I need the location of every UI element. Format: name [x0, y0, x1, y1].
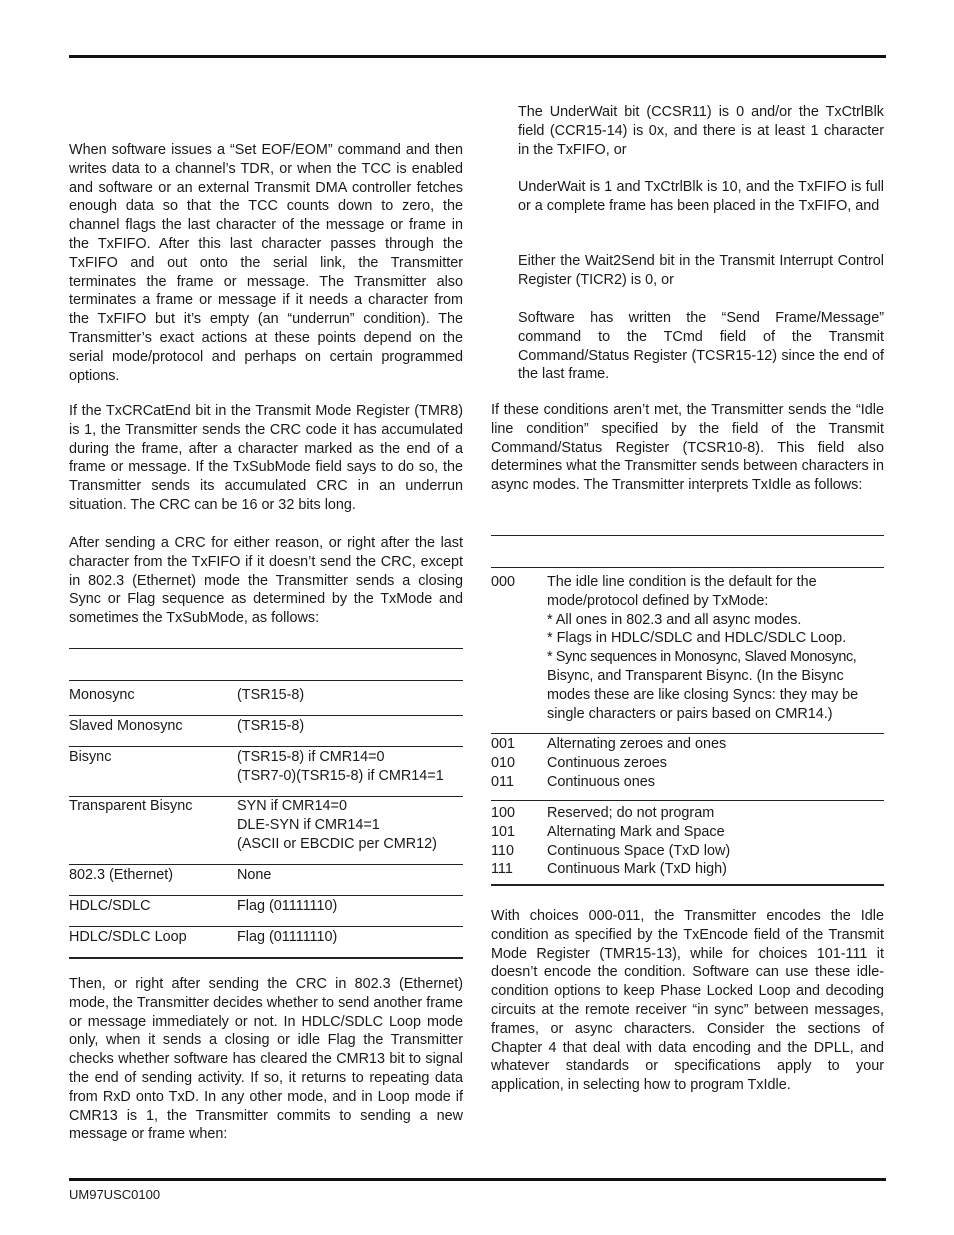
paragraph-idle-line: If these conditions aren’t met, the Transmitter sends the “Idle line condition” specified by the field of the Transmit Command/Status Register (TCSR10-8). This field also determines what the Transmitter sends between characters in async modes. The Transmitter interprets TxIdle as follows: [491, 402, 884, 494]
header-rule [69, 55, 886, 58]
table-cell-mode: Slaved Monosync [69, 718, 183, 734]
paragraph-next-frame: Then, or right after sending the CRC in 802.3 (Ethernet) mode, the Transmitter decides whether to send another frame or message immediately or not. In HDLC/SDLC Loop mode only, when it sends a closing or idle Flag the Transmitter checks whether software has cleared the CMR13 bit to signal the end of sending activity. If so, it returns to repeating data from RxD onto TxD. In any other mode, and in Loop mode if CMR13 is 1, the Transmitter commits to sending a new message or frame when: [69, 976, 463, 1143]
idle-code-group: 001 010 011 [491, 736, 516, 790]
table-cell-mode: Monosync [69, 687, 135, 703]
paragraph-end-of-frame: When software issues a “Set EOF/EOM” command and then writes data to a channel’s TDR, or when the TCC is enabled and software or an external Transmit DMA controller fetches enough data so that the TCC counts down to zero, the channel flags the last character of the message or frame in the TxFIFO. After this last character passes through the TxFIFO and out onto the serial link, the Transmitter terminates the frame or message. The Transmitter also terminates a frame or message if it needs a character from the TxFIFO but it’s empty (an “underrun” condition). The Transmitter’s exact actions at these points depend on the serial mode/protocol and perhaps on certain programmed options. [69, 142, 463, 384]
paragraph-idle-encoding: With choices 000-011, the Transmitter encodes the Idle condition as specified by the TxEncode field of the Transmit Mode Register (TMR15-13), while for choices 101-111 it doesn’t encode the condition. Software can use these idle-condition options to keep Phase Locked Loop and decoding circuits at the remote receiver “in sync” between messages, frames, or async characters. Consider the sections of Chapter 4 that deal with data encoding and the DPLL, and whatever standards or specifications apply to your application, in selecting how to program TxIdle. [491, 908, 884, 1094]
table-top-rule [491, 535, 884, 536]
table-cell-sends: Flag (01111110) [237, 929, 338, 945]
idle-description: Alternating zeroes and ones Continuous zeroes Continuous ones [547, 736, 727, 790]
footer-rule [69, 1178, 886, 1181]
table-cell-sends: (TSR15-8) [237, 687, 305, 703]
idle-code-group: 100 101 110 111 [491, 805, 516, 878]
table-cell-sends: SYN if CMR14=0 [237, 798, 347, 814]
table-cell-sends: (TSR7-0)(TSR15-8) if CMR14=1 [237, 768, 444, 784]
table-cell-sends: None [237, 867, 272, 883]
paragraph-crc: If the TxCRCatEnd bit in the Transmit Mode Register (TMR8) is 1, the Transmitter sends the CRC code it has accumulated during the frame, after a character marked as the end of a frame or message. If the TxSubMode field says to do so, the Transmitter sends its accumulated CRC in an underrun situation. The CRC can be 16 or 32 bits long. [69, 403, 463, 513]
table-row-rule [69, 715, 463, 716]
table-row-rule [69, 746, 463, 747]
table-row-rule [69, 895, 463, 896]
table-top-rule [69, 648, 463, 649]
paragraph-closing-sync: After sending a CRC for either reason, or right after the last character from the TxFIFO if it doesn’t send the CRC, except in 802.3 (Ethernet) mode the Transmitter sends a closing Sync or Flag sequence as determined by the TxMode and sometimes the TxSubMode, as follows: [69, 535, 463, 627]
table-header-rule [69, 680, 463, 681]
condition-send-frame: Software has written the “Send Frame/Message” command to the TCmd field of the Transmit Command/Status Register (TCSR15-12) since the end of the last frame. [518, 310, 884, 383]
table-bottom-rule [69, 957, 463, 959]
table-bottom-rule [491, 884, 884, 886]
table-cell-sends: DLE-SYN if CMR14=1 [237, 817, 380, 833]
idle-code: 000 [491, 574, 516, 590]
table-cell-mode: 802.3 (Ethernet) [69, 867, 173, 883]
table-cell-mode: HDLC/SDLC [69, 898, 151, 914]
condition-underwait-one: UnderWait is 1 and TxCtrlBlk is 10, and the TxFIFO is full or a complete frame has been placed in the TxFIFO, and [518, 179, 884, 214]
document-code: UM97USC0100 [69, 1187, 161, 1202]
table-cell-sends: Flag (01111110) [237, 898, 338, 914]
condition-wait2send: Either the Wait2Send bit in the Transmit Interrupt Control Register (TICR2) is 0, or [518, 253, 884, 288]
table-row-rule [69, 926, 463, 927]
table-header-rule [491, 567, 884, 568]
table-row-rule [491, 800, 884, 801]
table-row-rule [69, 864, 463, 865]
idle-description: Reserved; do not program Alternating Mark and Space Continuous Space (TxD low) Continuous Mark (TxD high) [547, 805, 731, 878]
table-row-rule [491, 733, 884, 734]
table-cell-mode: HDLC/SDLC Loop [69, 929, 187, 945]
idle-description: The idle line condition is the default for the mode/protocol defined by TxMode: * All ones in 802.3 and all async modes. * Flags in HDLC/SDLC and HDLC/SDLC Loop. * Sync sequences in Monosync, Slaved Monosync, Bisync, and Transparent Bisync. (In the Bisync modes these are like closing Syncs: they may be single characters or pairs based on CMR14.) [547, 574, 859, 722]
table-cell-mode: Bisync [69, 749, 112, 765]
table-cell-sends: (TSR15-8) if CMR14=0 [237, 749, 385, 765]
table-cell-sends: (ASCII or EBCDIC per CMR12) [237, 836, 437, 852]
table-cell-sends: (TSR15-8) [237, 718, 305, 734]
table-cell-mode: Transparent Bisync [69, 798, 193, 814]
condition-underwait-zero: The UnderWait bit (CCSR11) is 0 and/or the TxCtrlBlk field (CCR15-14) is 0x, and there is at least 1 character in the TxFIFO, or [518, 104, 884, 158]
